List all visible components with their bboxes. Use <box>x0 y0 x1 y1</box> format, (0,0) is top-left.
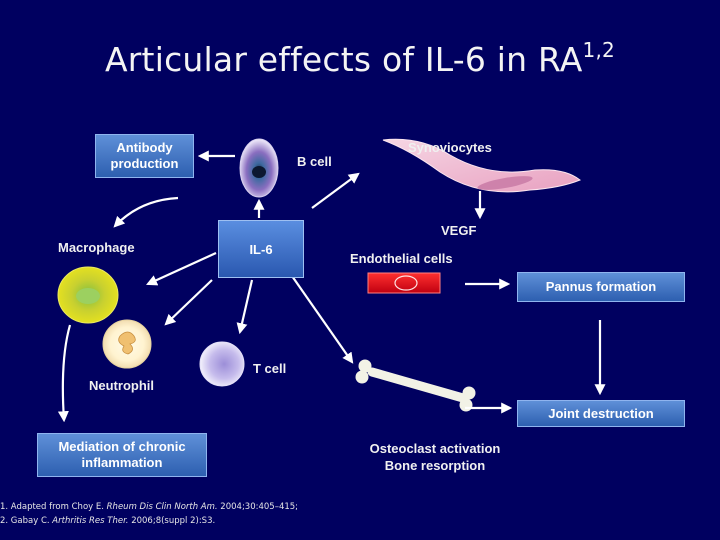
mediation-label: Mediation of chronic inflammation <box>58 439 186 470</box>
neutrophil-icon <box>103 320 151 368</box>
t-cell-label: T cell <box>253 361 287 376</box>
b-cell-icon <box>240 139 278 197</box>
arrow-macrophage-to-mediation <box>63 325 70 420</box>
antibody-production-box <box>95 134 194 178</box>
arrow-il6-to-tcell <box>240 280 252 332</box>
osteoclast-line1: Osteoclast activation <box>369 441 501 456</box>
ref2-suffix: 2006;8(suppl 2):S3. <box>128 516 216 526</box>
macrophage-label: Macrophage <box>58 240 135 255</box>
joint-destruction-label: Joint destruction <box>548 405 654 421</box>
endothelial-cells-icon <box>368 273 440 293</box>
mediation-box <box>37 433 207 477</box>
arrow-il6-to-macrophage <box>148 253 216 284</box>
bone-resorption-line: Bone resorption <box>384 458 486 473</box>
il6-label: IL-6 <box>249 241 273 257</box>
pannus-formation-label: Pannus formation <box>545 279 657 294</box>
arrow-bcell-to-synoviocytes <box>312 174 358 208</box>
ref1-journal: Rheum Dis Clin North Am. <box>106 502 218 512</box>
ref2-journal: Arthritis Res Ther. <box>52 516 129 526</box>
neutrophil-label: Neutrophil <box>89 378 154 393</box>
ref2-prefix: 2. Gabay C. <box>0 516 53 526</box>
title-superscript: 1,2 <box>582 38 615 62</box>
macrophage-icon <box>58 267 118 323</box>
references <box>0 500 298 528</box>
joint-destruction-box <box>517 400 685 427</box>
reference-1 <box>0 500 298 514</box>
t-cell-icon <box>200 342 244 386</box>
b-cell-label: B cell <box>297 154 332 169</box>
il6-box <box>218 220 304 278</box>
pannus-formation-box <box>517 272 685 302</box>
vegf-label: VEGF <box>441 223 477 238</box>
endothelial-cells-label: Endothelial cells <box>350 251 453 266</box>
ref1-suffix: 2004;30:405–415; <box>217 502 299 512</box>
reference-2 <box>0 514 298 528</box>
arrow-il6-to-bone <box>292 276 352 362</box>
arrow-il6-to-neutrophil <box>166 280 212 324</box>
antibody-production-label: Antibody production <box>110 140 179 171</box>
arrow-antibody-to-macrophage <box>115 198 178 226</box>
bone-icon <box>356 360 476 412</box>
ref1-prefix: 1. Adapted from Choy E. <box>0 502 107 512</box>
synoviocytes-label: Synoviocytes <box>408 140 492 155</box>
osteoclast-text <box>350 440 520 474</box>
title-text: Articular effects of IL-6 in RA <box>105 40 583 79</box>
